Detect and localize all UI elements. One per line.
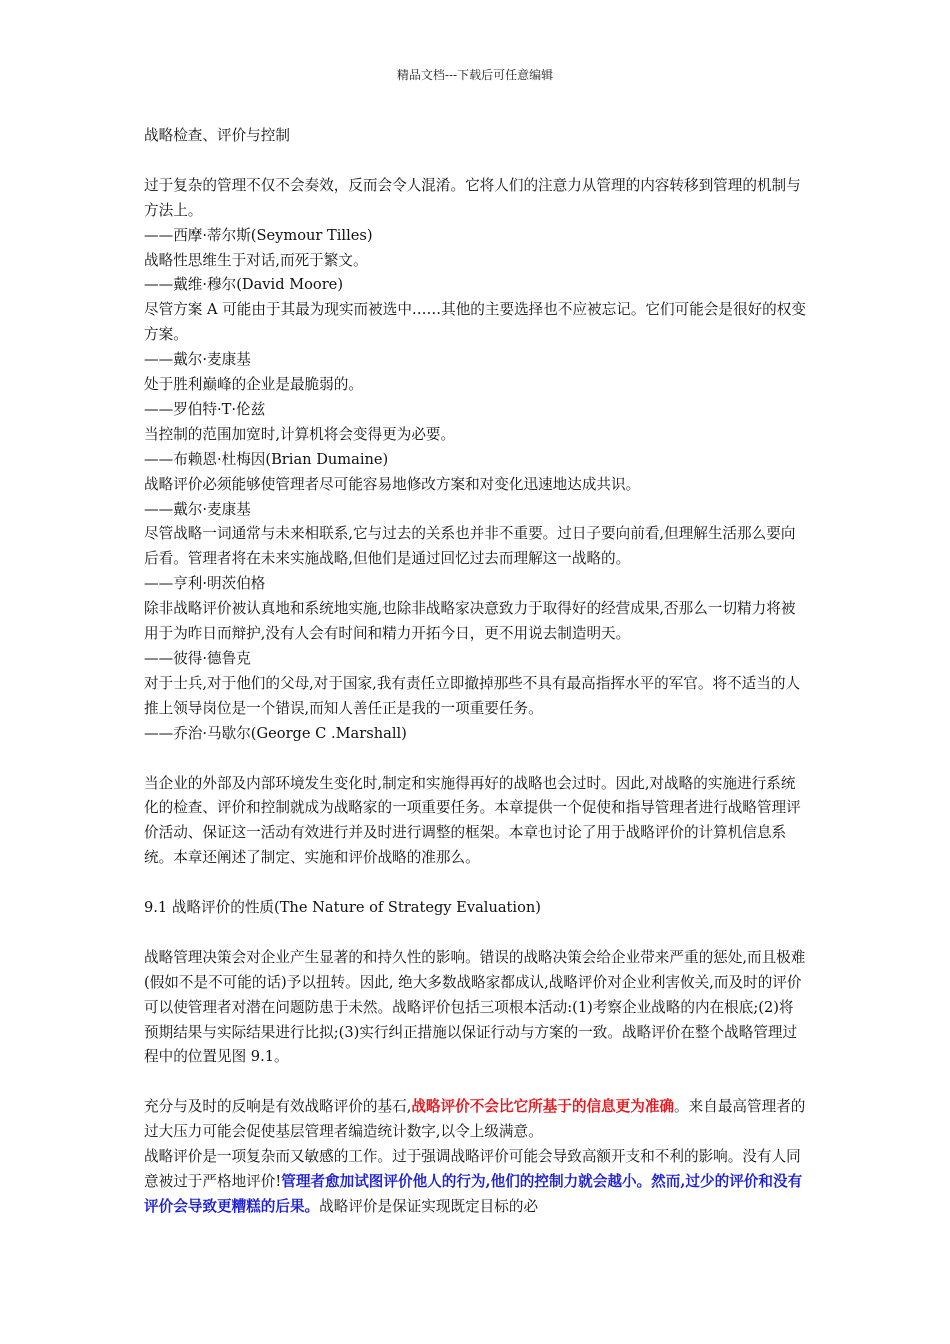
section-paragraph: 战略管理决策会对企业产生显著的和持久性的影响。错误的战略决策会给企业带来严重的惩处,而且极难(假如不是不可能的话)予以扭转。因此, 绝大多数战略家都成认,战略评价对企业利害攸关,而及时的评价可以使管理者对潜在问题防患于未然。战略评价包括三项根本活动:(1)考察企业战略的内在根底;(2)将预期结果与实际结果进行比拟;(3)实行纠正措施以保证行动与方案的一致。战略评价在整个战略管理过程中的位置见图 9.1。 (144, 948, 806, 1066)
quote-text: 对于士兵,对于他们的父母,对于国家,我有责任立即撤掉那些不具有最高指挥水平的军官。将不适当的人推上领导岗位是一个错误,而知人善任正是我的一项重要任务。 (144, 674, 801, 717)
document-title: 战略检查、评价与控制 (144, 127, 290, 144)
text-run: 充分与及时的反响是有效战略评价的基石, (144, 1098, 412, 1116)
quote-author: ——西摩·蒂尔斯(Seymour Tilles) (144, 226, 373, 244)
quote-text: 除非战略评价被认真地和系统地实施,也除非战略家决意致力于取得好的经营成果,否那么一切精力将被用于为昨日而辩护,没有人会有时间和精力开拓今日，更不用说去制造明天。 (144, 600, 796, 643)
text-run: 战略评价是保证实现既定目标的必 (319, 1197, 539, 1215)
section-heading: 9.1 战略评价的性质(The Nature of Strategy Evaluation) (144, 899, 541, 917)
quote-author: ——彼得·德鲁克 (144, 650, 251, 668)
quote-author: ——亨利·明茨伯格 (144, 575, 266, 593)
document-body (144, 124, 808, 1220)
text-run: 。来自最高管理者的过大压力可能会促使基层管理者编造统计数字,以令上级满意。 (144, 1098, 806, 1141)
quote-text: 尽管战略一词通常与未来相联系,它与过去的关系也并非不重要。过日子要向前看,但理解生活那么要向后看。管理者将在未来实施战略,但他们是通过回忆过去而理解这一战略的。 (144, 525, 796, 568)
quotes-block (144, 174, 808, 747)
red-highlight-text: 战略评价不会比它所基于的信息更为准确 (411, 1098, 675, 1116)
intro-paragraph: 当企业的外部及内部环境发生变化时,制定和实施得再好的战略也会过时。因此,对战略的实施进行系统化的检查、评价和控制就成为战略家的一项重要任务。本章提供一个促使和指导管理者进行战略管理评价活动、保证这一活动有效进行并及时进行调整的框架。本章也讨论了用于战略评价的计算机信息系统。本章还阐述了制定、实施和评价战略的准那么。 (144, 774, 801, 867)
quote-author: ——戴维·穆尔(David Moore) (144, 276, 344, 294)
page-header: 精品文档---下载后可任意编辑 (396, 68, 554, 82)
blue-highlight-text: 管理者愈加试图评价他人的行为,他们的控制力就会越小。然而,过少的评价和没有评价会导致更糟糕的后果。 (144, 1172, 803, 1215)
quote-author: ——布赖恩·杜梅因(Brian Dumaine) (144, 450, 389, 468)
quote-text: 处于胜利巅峰的企业是最脆弱的。 (144, 376, 363, 394)
feedback-paragraph (144, 1095, 808, 1145)
quote-text: 过于复杂的管理不仅不会奏效，反而会令人混淆。它将人们的注意力从管理的内容转移到管理的机制与方法上。 (144, 176, 801, 219)
evaluation-paragraph (144, 1145, 808, 1220)
quote-text: 战略性思维生于对话,而死于繁文。 (144, 251, 368, 269)
quote-text: 战略评价必须能够使管理者尽可能容易地修改方案和对变化迅速地达成共识。 (144, 475, 641, 493)
quote-text: 当控制的范围加宽时,计算机将会变得更为必要。 (144, 425, 456, 443)
quote-text: 尽管方案 A 可能由于其最为现实而被选中……其他的主要选择也不应被忘记。它们可能会是很好的权变方案。 (144, 301, 806, 344)
quote-author: ——罗伯特·T·伦兹 (144, 400, 266, 418)
quote-author: ——乔治·马歇尔(George C .Marshall) (144, 724, 407, 742)
quote-author: ——戴尔·麦康基 (144, 351, 251, 369)
text-run: 战略评价是一项复杂而又敏感的工作。过于强调战略评价可能会导致高额开支和不利的影响。没有人同意被过于严格地评价! (144, 1148, 801, 1190)
quote-author: ——戴尔·麦康基 (144, 500, 251, 518)
